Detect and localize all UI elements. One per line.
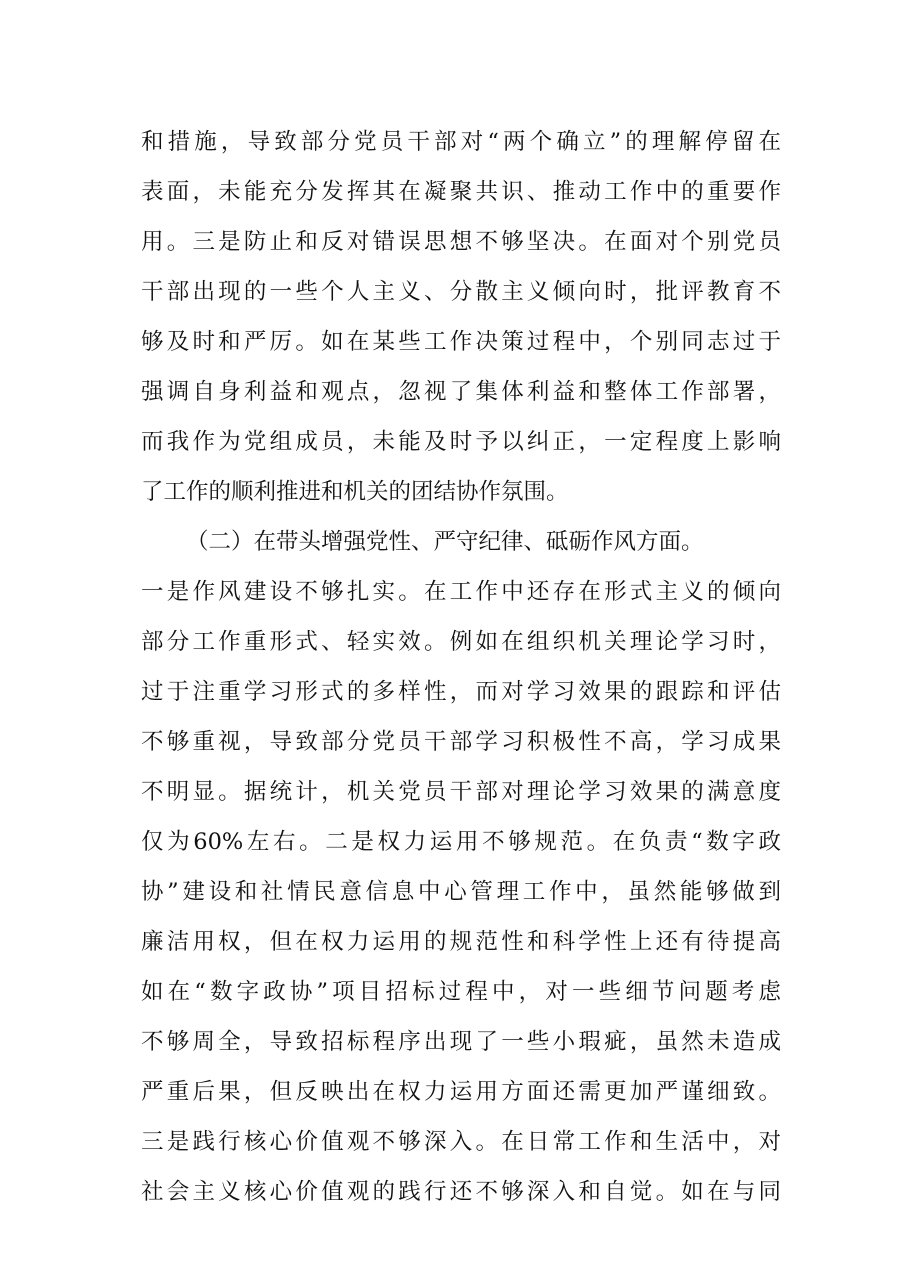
text-line: 部分工作重形式、轻实效。例如在组织机关理论学习时， (141, 629, 781, 655)
text-line: 过于注重学习形式的多样性，而对学习效果的跟踪和评估 (141, 679, 781, 705)
text-line: 如在“数字政协”项目招标过程中，对一些细节问题考虑 (141, 979, 781, 1005)
text-line: 而我作为党组成员，未能及时予以纠正，一定程度上影响 (141, 429, 781, 455)
text-line: 了工作的顺利推进和机关的团结协作氛围。 (141, 479, 569, 505)
text-line: 严重后果，但反映出在权力运用方面还需更加严谨细致。 (141, 1079, 781, 1105)
text-line: 用。三是防止和反对错误思想不够坚决。在面对个别党员 (141, 229, 781, 255)
text-line: 够及时和严厉。如在某些工作决策过程中，个别同志过于 (141, 329, 781, 355)
text-line: 仅为60%左右。二是权力运用不够规范。在负责“数字政 (141, 829, 781, 855)
text-line: 不明显。据统计，机关党员干部对理论学习效果的满意度 (141, 779, 781, 805)
text-line: 社会主义核心价值观的践行还不够深入和自觉。如在与同 (141, 1179, 781, 1205)
section-heading: （二）在带头增强党性、严守纪律、砥砺作风方面。 (186, 529, 704, 555)
text-line: 廉洁用权，但在权力运用的规范性和科学性上还有待提高 (141, 929, 781, 955)
text-line: 三是践行核心价值观不够深入。在日常工作和生活中，对 (141, 1129, 781, 1155)
text-line: 不够重视，导致部分党员干部学习积极性不高，学习成果 (141, 729, 781, 755)
text-line: 和措施，导致部分党员干部对“两个确立”的理解停留在 (141, 129, 781, 155)
text-line: 表面，未能充分发挥其在凝聚共识、推动工作中的重要作 (141, 179, 781, 205)
text-line: 一是作风建设不够扎实。在工作中还存在形式主义的倾向 (141, 579, 781, 605)
text-line: 协”建设和社情民意信息中心管理工作中，虽然能够做到 (141, 879, 781, 905)
text-line: 强调自身利益和观点，忽视了集体利益和整体工作部署， (141, 379, 781, 405)
text-line: 干部出现的一些个人主义、分散主义倾向时，批评教育不 (141, 279, 781, 305)
text-line: 不够周全，导致招标程序出现了一些小瑕疵，虽然未造成 (141, 1029, 781, 1055)
